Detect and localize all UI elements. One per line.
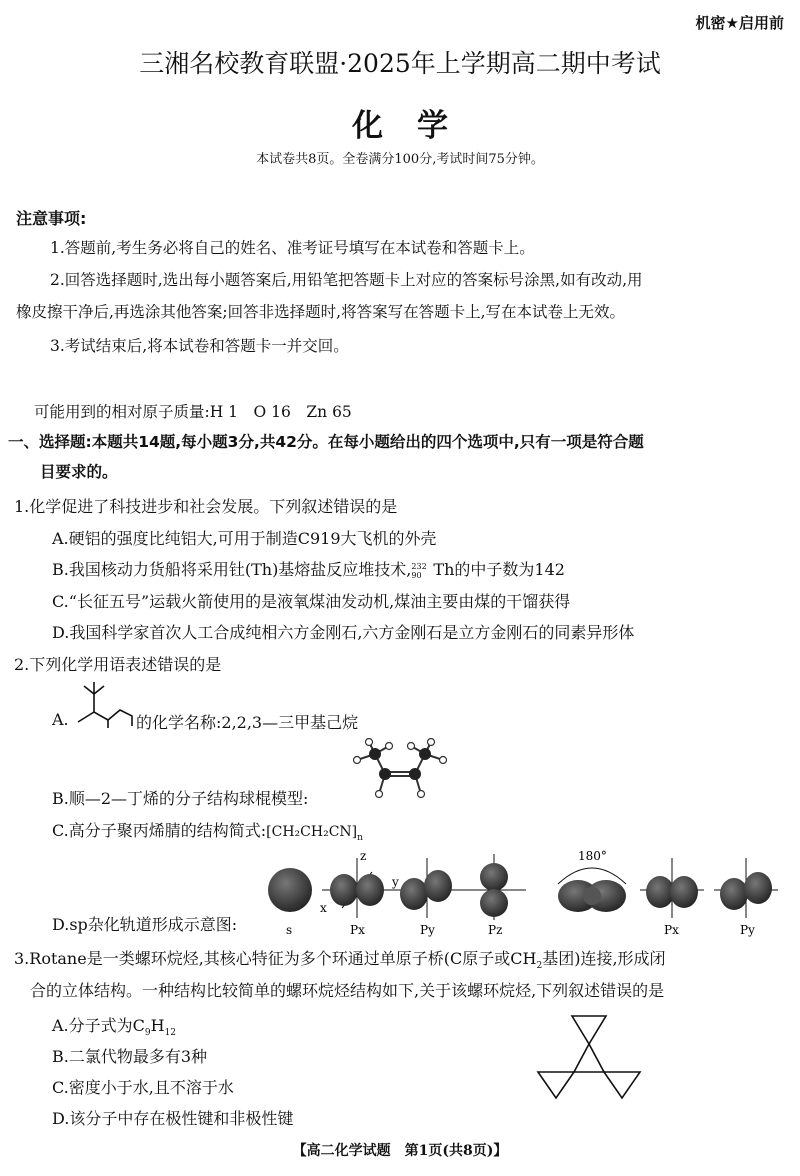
ball-and-stick-model bbox=[345, 738, 455, 806]
angle-label: 180° bbox=[578, 849, 607, 863]
nuclide-mass-number: 232 bbox=[411, 561, 427, 571]
q2-option-a-text: 的化学名称:2,2,3—三甲基己烷 bbox=[136, 713, 359, 732]
orbital-py bbox=[392, 858, 462, 937]
polymer-bracket-right: ] bbox=[351, 824, 358, 840]
axis-label-x: x bbox=[320, 901, 327, 915]
q2-option-d: D.sp杂化轨道形成示意图: bbox=[52, 915, 238, 934]
orbital-px-2 bbox=[640, 858, 704, 937]
nuclide-notation bbox=[411, 563, 433, 579]
q2-option-a-label: A. bbox=[52, 710, 69, 729]
nuclide-atomic-number: 90 bbox=[411, 570, 422, 580]
orbital-pz bbox=[462, 854, 526, 937]
axis-label-z: z bbox=[360, 849, 367, 863]
q2-stem: 2.下列化学用语表述错误的是 bbox=[14, 655, 222, 674]
polymer-repeat-unit: CH₂CH₂CN bbox=[271, 824, 352, 840]
q2-option-c bbox=[52, 818, 363, 843]
confidential-mark: 机密★启用前 bbox=[695, 14, 784, 32]
spiro-cycloalkane-structure bbox=[534, 1014, 644, 1100]
section-heading-line2: 目要求的。 bbox=[40, 463, 118, 481]
orbital-label-px-2: Px bbox=[664, 923, 679, 937]
skeletal-formula-image bbox=[74, 678, 136, 728]
notice-item-2b: 橡皮擦干净后,再选涂其他答案;回答非选择题时,将答案写在答题卡上,写在本试卷上无效。 bbox=[16, 303, 626, 321]
orbital-py-2 bbox=[714, 858, 778, 937]
q3-option-d: D.该分子中存在极性键和非极性键 bbox=[52, 1109, 294, 1128]
sp-hybridization-diagram bbox=[262, 848, 782, 938]
orbital-label-pz: Pz bbox=[488, 923, 503, 937]
section-heading-line1: 一、选择题:本题共14题,每小题3分,共42分。在每小题给出的四个选项中,只有一项是符合题 bbox=[8, 433, 644, 451]
q1-option-b bbox=[52, 557, 565, 580]
q3-option-a bbox=[52, 1013, 176, 1038]
polymer-degree: n bbox=[357, 833, 363, 844]
q3-option-c: C.密度小于水,且不溶于水 bbox=[52, 1078, 234, 1097]
q3-option-b: B.二氯代物最多有3种 bbox=[52, 1047, 208, 1066]
notice-heading: 注意事项: bbox=[16, 209, 87, 228]
orbital-label-s: s bbox=[286, 923, 293, 937]
formula-subscript-c: 9 bbox=[144, 1028, 151, 1039]
q2-option-b: B.顺—2—丁烯的分子结构球棍模型: bbox=[52, 789, 309, 808]
q3-option-a-text: A.分子式为C bbox=[52, 1016, 145, 1035]
formula-h: H bbox=[150, 1016, 165, 1035]
q3-stem-line2: 合的立体结构。一种结构比较简单的螺环烷烃结构如下,关于该螺环烷烃,下列叙述错误的是 bbox=[30, 981, 665, 1000]
exam-meta: 本试卷共8页。全卷满分100分,考试时间75分钟。 bbox=[256, 152, 544, 167]
q1-option-a: A.硬铝的强度比纯铝大,可用于制造C919大飞机的外壳 bbox=[52, 529, 437, 548]
q1-option-d: D.我国科学家首次人工合成纯相六方金刚石,六方金刚石是立方金刚石的同素异形体 bbox=[52, 623, 635, 642]
formula-subscript-h: 12 bbox=[164, 1028, 177, 1039]
orbital-label-py-2: Py bbox=[740, 923, 755, 937]
exam-title: 三湘名校教育联盟·2025年上学期高二期中考试 bbox=[139, 49, 661, 78]
q3-stem-text: 3.Rotane是一类螺环烷烃,其核心特征为多个环通过单原子桥(C原子或CH bbox=[14, 949, 537, 968]
q3-stem-line1 bbox=[14, 946, 666, 971]
notice-item-2a: 2.回答选择题时,选出每小题答案后,用铅笔把答题卡上对应的答案标号涂黑,如有改动,用 bbox=[50, 271, 643, 289]
notice-item-1: 1.答题前,考生务必将自己的姓名、准考证号填写在本试卷和答题卡上。 bbox=[50, 239, 535, 257]
q1-stem: 1.化学促进了科技进步和社会发展。下列叙述错误的是 bbox=[14, 497, 398, 516]
q1-option-b-text: B.我国核动力货船将采用钍(Th)基熔盐反应堆技术, bbox=[52, 560, 412, 579]
page-footer: 【高二化学试题 第1页(共8页)】 bbox=[292, 1143, 508, 1159]
q2-option-c-text: C.高分子聚丙烯腈的结构简式: bbox=[52, 821, 267, 840]
q3-stem-subscript: 2 bbox=[536, 961, 543, 972]
q1-option-c: C.“长征五号”运载火箭使用的是液氧煤油发动机,煤油主要由煤的干馏获得 bbox=[52, 592, 571, 611]
q1-option-b-tail: Th的中子数为142 bbox=[433, 560, 565, 579]
sp-hybrid-orbitals bbox=[558, 849, 626, 912]
q3-stem-tail: 基团)连接,形成闭 bbox=[542, 949, 666, 968]
polymer-bracket-left: [ bbox=[266, 824, 272, 840]
orbital-px bbox=[322, 858, 392, 937]
subject-title: 化学 bbox=[352, 108, 482, 144]
orbital-label-py: Py bbox=[420, 923, 435, 937]
axis-label-y: y bbox=[392, 875, 399, 889]
orbital-label-px: Px bbox=[350, 923, 365, 937]
notice-item-3: 3.考试结束后,将本试卷和答题卡一并交回。 bbox=[50, 337, 349, 355]
atomic-masses: 可能用到的相对原子质量:H 1 O 16 Zn 65 bbox=[34, 403, 352, 421]
